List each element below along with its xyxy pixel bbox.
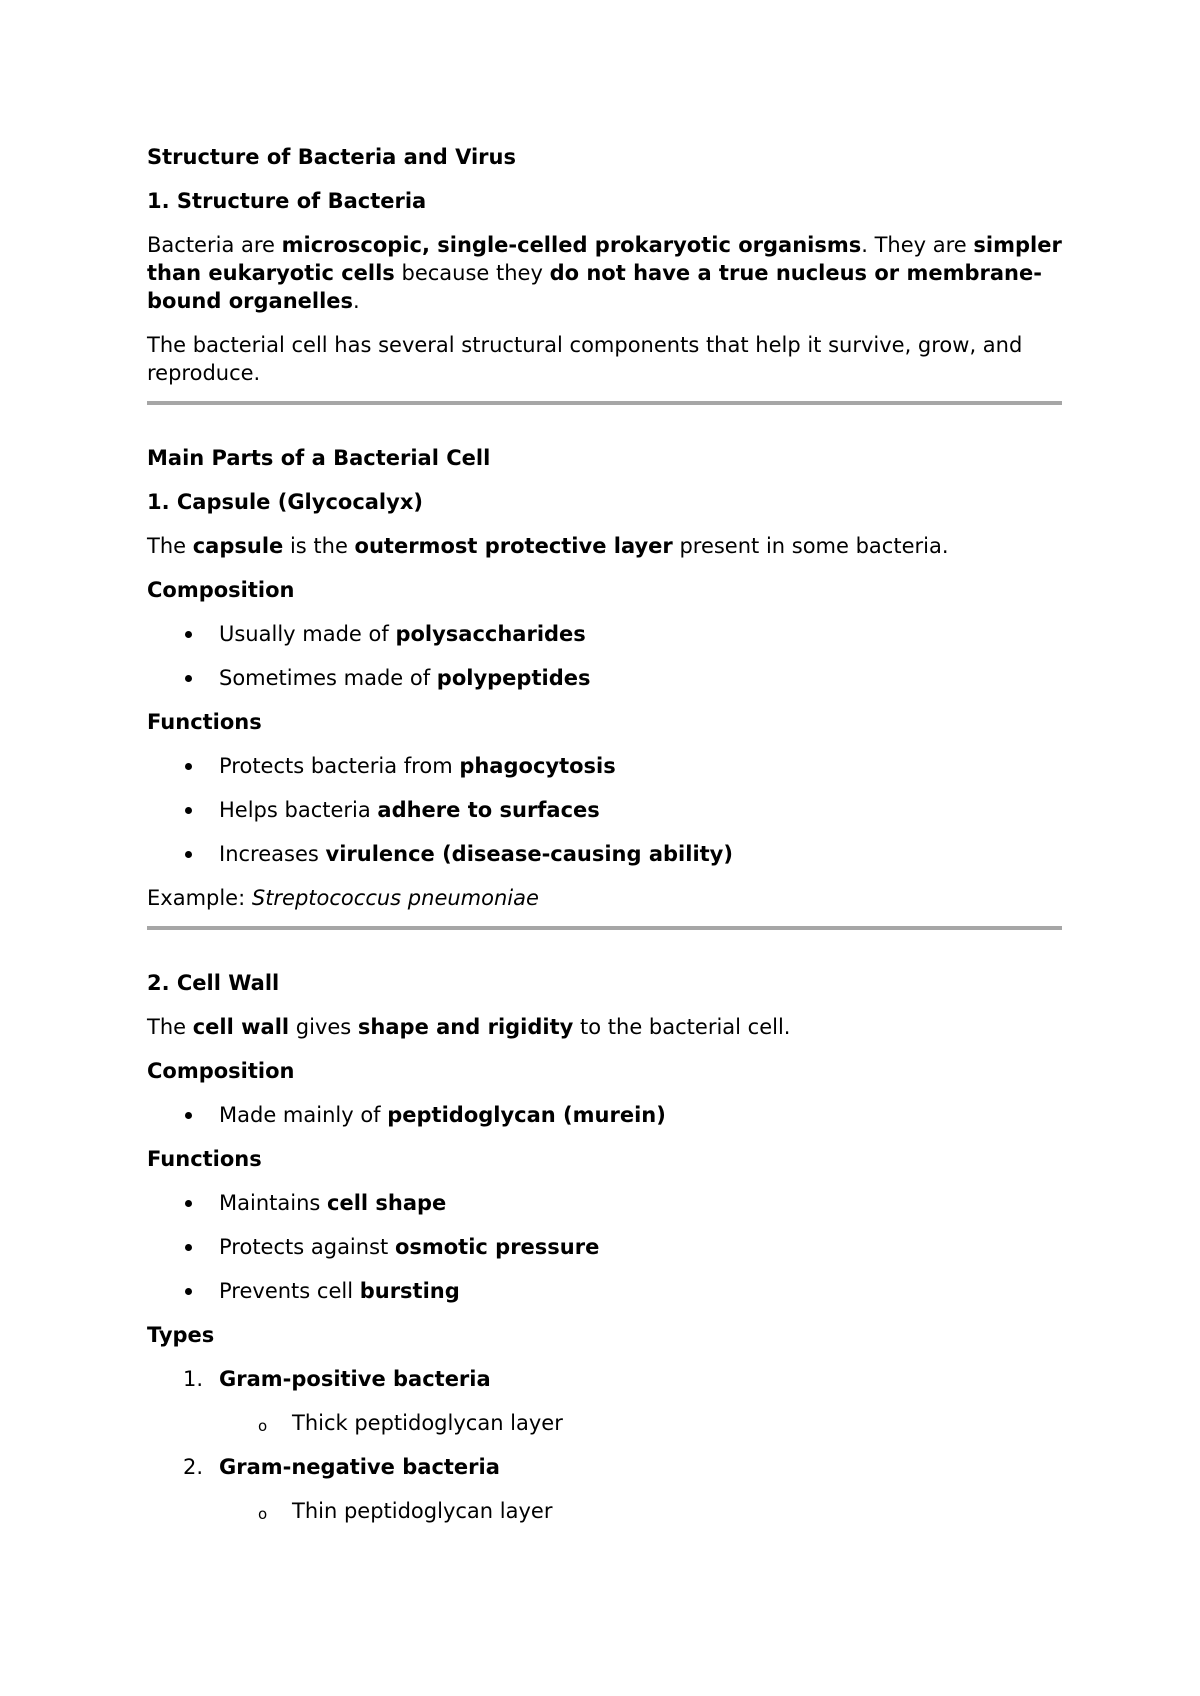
capsule-desc-bold-2: outermost protective layer: [354, 534, 673, 558]
example-organism: Streptococcus pneumoniae: [251, 886, 539, 910]
list-item: Sometimes made of polypeptides: [147, 664, 1062, 692]
intro-text-3: because they: [394, 261, 550, 285]
section-heading-structure-of-bacteria: 1. Structure of Bacteria: [147, 189, 427, 213]
document-title: Structure of Bacteria and Virus: [147, 145, 516, 169]
capsule-composition-label: Composition: [147, 578, 295, 602]
capsule-desc-text-1: The: [147, 534, 193, 558]
list-item: Maintains cell shape: [147, 1189, 1062, 1217]
list-item: [147, 1365, 1062, 1393]
capsule-desc-text-3: present in some bacteria.: [672, 534, 949, 558]
intro-text-4: .: [353, 289, 360, 313]
capsule-description: [147, 532, 1062, 560]
list-number: 2.: [183, 1455, 204, 1479]
list-item: [147, 1453, 1062, 1481]
list-item: Usually made of polysaccharides: [147, 620, 1062, 648]
cell-wall-desc-text-1: The: [147, 1015, 193, 1039]
list-item: Protects against osmotic pressure: [147, 1233, 1062, 1261]
bullet-dot-icon: [185, 631, 192, 638]
capsule-functions-label: Functions: [147, 710, 262, 734]
horizontal-rule: [147, 401, 1062, 405]
cell-wall-desc-bold-2: shape and rigidity: [357, 1015, 574, 1039]
bullet-dot-icon: [185, 1244, 192, 1251]
bullet-dot-icon: [185, 1200, 192, 1207]
list-item: Helps bacteria adhere to surfaces: [147, 796, 1062, 824]
bullet-dot-icon: [185, 1288, 192, 1295]
cell-wall-composition-label: Composition: [147, 1059, 295, 1083]
list-item: Protects bacteria from phagocytosis: [147, 752, 1062, 780]
intro-bold-3: do not have a true nucleus or membrane-bound organelles: [147, 261, 1042, 313]
list-item: Prevents cell bursting: [147, 1277, 1062, 1305]
document-page: [147, 143, 1062, 1525]
bullet-dot-icon: [185, 851, 192, 858]
intro-text-2: . They are: [861, 233, 974, 257]
cell-wall-functions-label: Functions: [147, 1147, 262, 1171]
cell-wall-desc-bold-1: cell wall: [192, 1015, 290, 1039]
gram-negative-label: Gram-negative bacteria: [219, 1455, 500, 1479]
section-heading-main-parts: Main Parts of a Bacterial Cell: [147, 446, 491, 470]
subsection-heading-cell-wall: 2. Cell Wall: [147, 971, 280, 995]
intro-bold-1: microscopic, single-celled prokaryotic organisms: [281, 233, 862, 257]
capsule-desc-bold-1: capsule: [192, 534, 284, 558]
circle-bullet-icon: o: [258, 1505, 268, 1523]
intro-bold-2: simpler than eukaryotic cells: [147, 233, 1062, 285]
capsule-desc-text-2: is the: [283, 534, 355, 558]
bullet-dot-icon: [185, 1112, 192, 1119]
subsection-heading-capsule: 1. Capsule (Glycocalyx): [147, 490, 423, 514]
cell-wall-desc-text-2: gives: [289, 1015, 358, 1039]
circle-bullet-icon: o: [258, 1417, 268, 1435]
list-number: 1.: [183, 1367, 204, 1391]
bullet-dot-icon: [185, 807, 192, 814]
horizontal-rule: [147, 926, 1062, 930]
capsule-example: [147, 884, 1062, 912]
cell-wall-description: [147, 1013, 1062, 1041]
cell-wall-types-label: Types: [147, 1323, 215, 1347]
intro-text-1: Bacteria are: [147, 233, 282, 257]
gram-positive-label: Gram-positive bacteria: [219, 1367, 491, 1391]
intro-paragraph: [147, 231, 1062, 315]
list-item: Increases virulence (disease-causing ability): [147, 840, 1062, 868]
bullet-dot-icon: [185, 675, 192, 682]
list-item: o Thin peptidoglycan layer: [258, 1499, 553, 1523]
cell-wall-desc-text-3: to the bacterial cell.: [573, 1015, 791, 1039]
list-item: o Thick peptidoglycan layer: [258, 1411, 563, 1435]
list-item: Made mainly of peptidoglycan (murein): [147, 1101, 1062, 1129]
example-label: Example:: [147, 886, 252, 910]
bullet-dot-icon: [185, 763, 192, 770]
components-paragraph: The bacterial cell has several structural components that help it survive, grow, and reproduce.: [147, 333, 1023, 385]
